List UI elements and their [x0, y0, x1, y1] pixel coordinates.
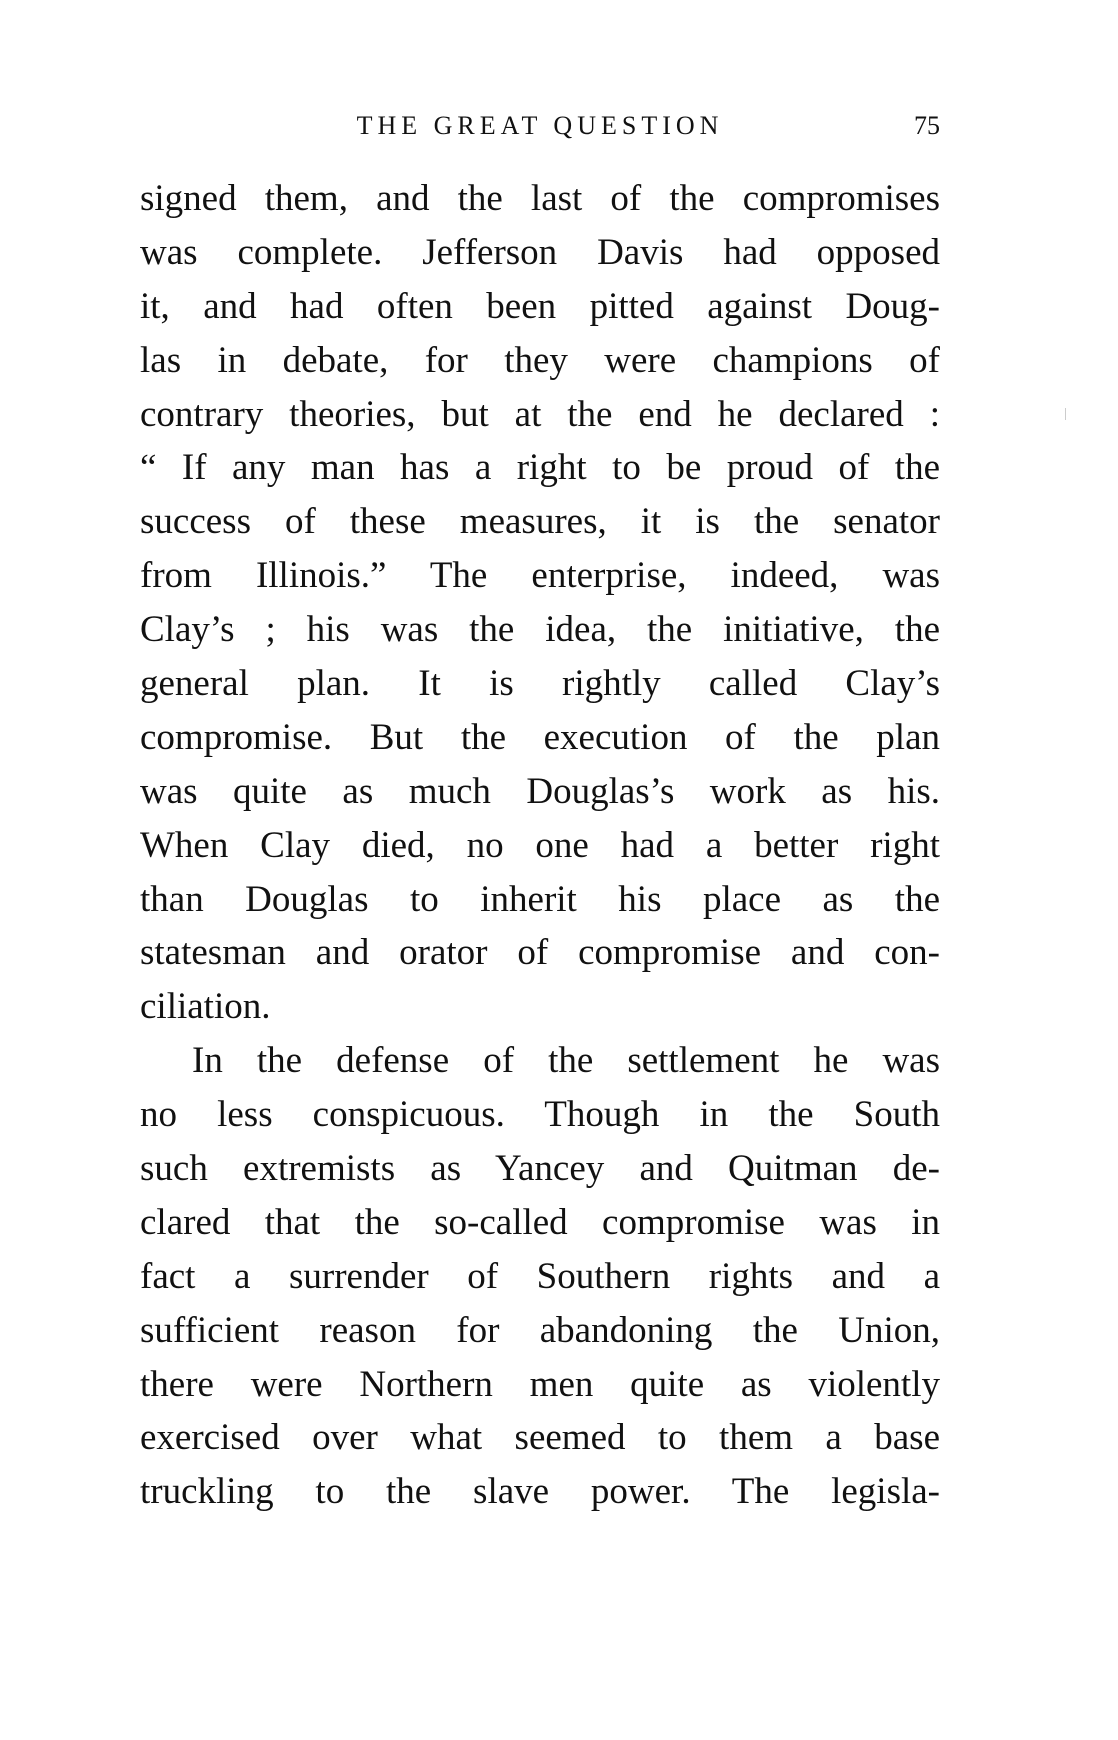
- text-line: clared that the so-called compromise was in: [140, 1201, 940, 1243]
- text-line: from Illinois.” The enterprise, indeed, was: [140, 555, 940, 597]
- text-line: statesman and orator of compromise and con-: [140, 932, 940, 974]
- text-line: fact a surrender of Southern rights and a: [140, 1255, 940, 1297]
- running-title: THE GREAT QUESTION: [356, 111, 724, 140]
- text-line: “ If any man has a right to be proud of the: [140, 447, 940, 489]
- paragraph-2: [140, 1034, 940, 1519]
- body-text: [140, 172, 940, 1519]
- text-line: When Clay died, no one had a better right: [140, 824, 940, 866]
- text-line: than Douglas to inherit his place as the: [140, 878, 940, 920]
- text-line: general plan. It is rightly called Clay’s: [140, 663, 940, 705]
- text-line: contrary theories, but at the end he declared :: [140, 393, 940, 435]
- text-line: sufficient reason for abandoning the Union,: [140, 1309, 940, 1351]
- text-line: ciliation.: [140, 986, 271, 1028]
- text-line: signed them, and the last of the compromises: [140, 178, 940, 219]
- text-line: was complete. Jefferson Davis had opposed: [140, 231, 940, 273]
- text-line: it, and had often been pitted against Doug-: [140, 285, 940, 327]
- text-line: compromise. But the execution of the plan: [140, 716, 940, 758]
- page-number: 75: [914, 111, 940, 140]
- paragraph-1: [140, 172, 940, 1034]
- text-line: las in debate, for they were champions of: [140, 339, 940, 381]
- text-line: Clay’s ; his was the idea, the initiative, the: [140, 609, 940, 651]
- page-edge-mark: [1065, 408, 1066, 420]
- text-line: such extremists as Yancey and Quitman de-: [140, 1148, 940, 1190]
- text-line: truckling to the slave power. The legisla-: [140, 1471, 940, 1513]
- text-line: success of these measures, it is the senator: [140, 501, 940, 543]
- text-line: was quite as much Douglas’s work as his.: [140, 770, 940, 812]
- text-line: there were Northern men quite as violently: [140, 1363, 940, 1405]
- text-line: no less conspicuous. Though in the South: [140, 1094, 940, 1136]
- running-head: [140, 106, 940, 146]
- text-line: In the defense of the settlement he was: [192, 1040, 940, 1082]
- text-line: exercised over what seemed to them a base: [140, 1417, 940, 1459]
